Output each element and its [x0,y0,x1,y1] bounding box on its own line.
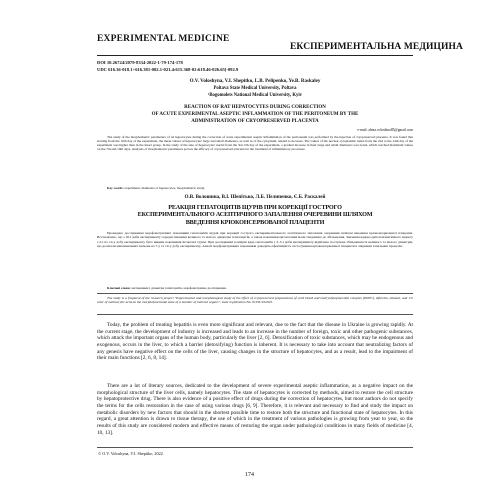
body-paragraph-2 [97,383,413,436]
copyright: © O.V. Voloshyna, V.I. Shepitko, 2022 [98,451,163,456]
body-paragraph-1-text: Today, the problem of treating hepatitis is even more significant and relevant, due to the fact that the disease in Ukraine is growing rapidly. At the current stage, the development of industry is increased and leads to an increase in the number of foreign, toxic and other pathogenic substances, which attack the important organs of the human body, particularly the liver [2, 6]. Detoxification of toxic substances, which may be endogenous and exogenous, occurs in the liver, to which a barrier (detoxifying) function is inherent. It is necessary to take into account that neutralizing factors of any genesis have negative effect on the cells of the liver, causing changes in the structure of hepatocytes, and as a result, lead to the impairment of their main functions [2, 6, 8, 14]. [97,322,413,362]
journal-section-title-en: EXPERIMENTAL MEDICINE [97,34,230,44]
body-paragraph-1 [97,322,413,362]
keywords-ua-label: Ключові слова: [107,286,131,290]
keywords-ua-text: експеримент, діаметри гепатоцитів, морфометричне дослідження. [130,286,227,290]
footer-divider [97,447,413,448]
article-title-en [97,104,413,125]
page-number: 174 [245,472,254,478]
article-title-ua [97,204,413,226]
funding-note [97,296,413,304]
doi[interactable]: DOI 10.26724/2079-8334-2022-1-79-174-178 [97,60,183,65]
note-divider-top [97,293,413,294]
title-en-line-3: ADMINISTRATION OF CRYOPRESERVED PLACENTA [191,119,319,124]
authors-ua: О.В. Волошина, В.І. Шепітько, Л.Б. Пелипенко, Є.Б. Раскалей [184,195,326,200]
header-divider [97,55,413,56]
abstract-ua-text: Проведено дослідження морфометричних показників гепатоцитів щурів при корекції гострого експериментального асептичного запалення очеревини шляхом введення кріоконсервованої плаценти. Встановлено, що з 10-ї доби експерименту середні значення великого та малого діаметрів гепатоцитів, а також показники цитоплазми мали тенденцію до збільшення. Значення ядерно-цитоплазматичного індексу з 2-ї по 14-у добу експерименту було вищим показників інтактної групи. При дослідженні розмірів ядер гепатоцитів з 3–5-ї доби експерименту відмічено поступове збільшення їх великого та малого діаметрів, що досягали максимальних значень на 7-у та 10-у добу експерименту. Аналіз морфометричних показників доводить ефективність застосування кріоконсервованої плаценти в лікуванні запальних процесів. [97,231,413,248]
affiliation-1: Poltava State Medical University, Poltava [213,86,297,91]
abstract-en [97,135,413,151]
title-en-line-1: REACTION OF RAT HEPATOCYTES DURING CORRECTION [184,105,326,110]
authors-en: O.V. Voloshyna, V.I. Shepitko, L.B. Pelipenko, Ye.B. Raskaley [189,79,321,84]
keywords-en [97,186,413,190]
udc: UDC 616.36-018.1+616.381-002.1-021.4:615.368-02:618.46-026.65]-092.9 [97,67,239,72]
body-paragraph-2-text: There are a lot of literary sources, dedicated to the development of severe experimental aseptic inflammation, as a negative impact on the morphological structure of the liver cells, namely hepatocytes. The state of hepatocytes is corrected by methods, aimed to restore the cell structure by hepatoprotective drug. There is also evidence of a positive effect of drugs during the correction of hepatocytes, but most authors do not specify the terms for the cells restoration in the case of using various drugs [6, 9]. Therefore, it is relevant and necessary to find and study the impact on metabolic disorders by new factors that should in the shortest possible time to restore both the structure and functional state of hepatocytes. In this regard, a great attention is drawn to tissue therapy, the use of which in the treatment of various pathologies is growing from year to year, so the results of this study are considered modern and effective means of restoring the organ under pathological conditions in many fields of medicine [4, 10, 13]. [97,383,413,436]
funding-note-text: The study is a fragment of the research project "Experimental and morphological study of the effect of cryopreserved preparations of cord blood and embryofetoplacental complex (EPPC), diferelin, ethanol, and 1% ester of methacrylic acid on the morphofunctional state of a number of internal organs", state registration No. 0119U102925. [97,296,413,305]
title-en-line-2: OF ACUTE EXPERIMENTAL ASEPTIC INFLAMMATION OF THE PERITONEUM BY THE [151,112,359,117]
title-ua-line-3: ВВЕДЕННЯ КРІОКОНСЕРВОВАНОЇ ПЛАЦЕНТИ [185,218,325,226]
affiliation-2: ¹Bogomolets National Medical University, Kyiv [208,93,302,98]
abstract-en-text: The study of the morphometric parameters of rat hepatocytes during the correction of acute experimental aseptic inflammation of the peritoneum was performed by the injection of cryopreserved placenta. It was found that starting from the 10th day of the experiment, the mean values of hepatocytes' large and small diameters, as well as of the cytoplasm, tended to increase. The values of the nuclear-cytoplasmic index from the 2nd to the 14th day of the experiment was higher than in the intact group. In the study of the size of hepatocytes' nuclei from the 3rd–5th day of the experiment, a gradual increase in their large and small diameters was noted, which reached maximum values on the 7th and 10th days. Analysis of morphometric parameters proves the efficacy of cryopreserved placenta in the treatment of inflammatory processes. [97,135,413,152]
keywords-en-label: Key words: [107,186,124,190]
contact-email[interactable]: e-mail: alena.voloshina85@gmail.com [357,128,413,132]
note-divider-bottom [97,314,413,315]
title-ua-line-2: ЕКСПЕРИМЕНТАЛЬНОГО АСЕПТИЧНОГО ЗАПАЛЕННЯ ОЧЕРЕВИНИ ШЛЯХОМ [137,211,373,219]
keywords-en-text: experiment, diameters of hepatocytes, morphometric study. [123,186,205,190]
journal-section-title-ua: ЕКСПЕРИМЕНТАЛЬНА МЕДИЦИНА [290,42,463,52]
title-ua-line-1: РЕАКЦІЯ ГЕПАТОЦИТІВ ЩУРІВ ПРИ КОРЕКЦІЇ ГОСТРОГО [168,204,342,211]
keywords-ua [97,286,413,290]
abstract-ua [97,231,413,248]
